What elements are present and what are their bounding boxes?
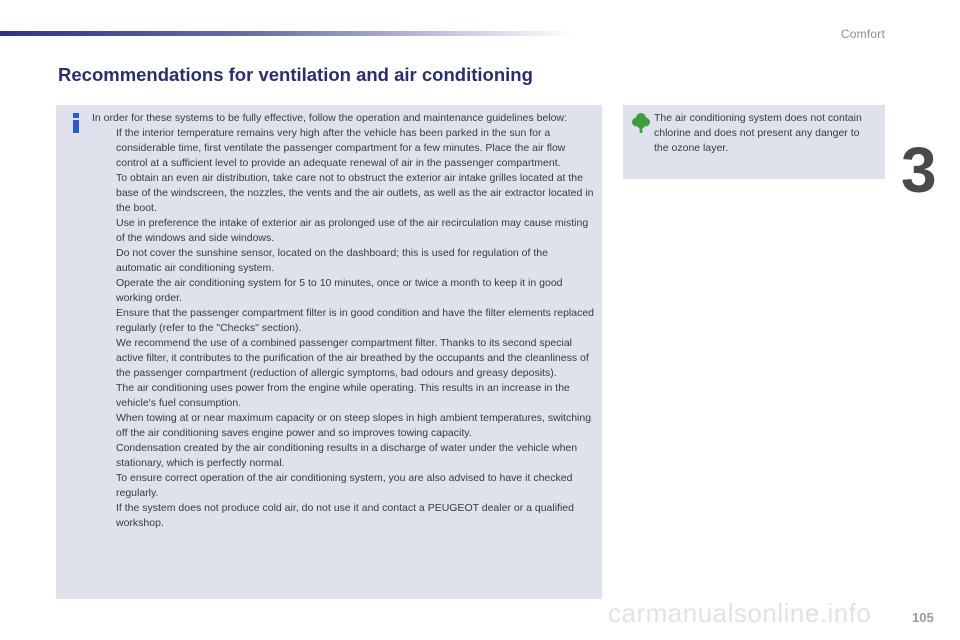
guidelines-list bbox=[92, 126, 596, 531]
list-item-note: We recommend the use of a combined passenger compartment filter. Thanks to its second special active filter, it contributes to the purification of the air breathed by the occupants and the cleanliness of the passenger compartment (reduction of allergic symptoms, bad odours and greasy deposits). bbox=[116, 337, 589, 379]
watermark: carmanualsonline.info bbox=[608, 598, 872, 628]
list-item-note: Condensation created by the air conditioning results in a discharge of water under the vehicle when stationary, which is perfectly normal. bbox=[116, 442, 578, 469]
list-item-text: Operate the air conditioning system for 5 to 10 minutes, once or twice a month to keep it in good working order. bbox=[116, 277, 563, 304]
page-number: 105 bbox=[912, 610, 934, 625]
list-item-text: To ensure correct operation of the air conditioning system, you are also advised to have it checked regularly. bbox=[116, 472, 573, 499]
chapter-number: 3 bbox=[901, 134, 937, 206]
section-label: Comfort bbox=[840, 27, 885, 41]
eco-note-text: The air conditioning system does not contain chlorine and does not present any danger to the ozone layer. bbox=[654, 112, 862, 154]
list-item-text: The air conditioning uses power from the engine while operating. This results in an increase in the vehicle's fuel consumption. bbox=[116, 382, 570, 409]
list-item bbox=[92, 171, 596, 216]
header-gradient-bar bbox=[0, 31, 575, 36]
list-item bbox=[92, 246, 596, 276]
list-item-note: When towing at or near maximum capacity or on steep slopes in high ambient temperatures, switching off the air conditioning saves engine power and so improves towing capacity. bbox=[116, 412, 592, 439]
list-item bbox=[92, 276, 596, 306]
list-item-text: To obtain an even air distribution, take care not to obstruct the exterior air intake grilles located at the base of the windscreen, the nozzles, the vents and the air outlets, as well as the air extractor located in the boot. bbox=[116, 172, 594, 214]
info-box bbox=[56, 105, 602, 599]
list-item bbox=[92, 501, 596, 531]
list-item bbox=[92, 126, 596, 171]
list-item-text: Ensure that the passenger compartment filter is in good condition and have the filter elements replaced regularly (refer to the "Checks" section). bbox=[116, 307, 595, 334]
eco-note-box bbox=[623, 105, 885, 179]
list-item bbox=[92, 306, 596, 381]
list-item bbox=[92, 381, 596, 471]
list-item-text: If the system does not produce cold air, do not use it and contact a PEUGEOT dealer or a qualified workshop. bbox=[116, 502, 574, 529]
intro-text: In order for these systems to be fully effective, follow the operation and maintenance guidelines below: bbox=[92, 112, 567, 124]
list-item bbox=[92, 216, 596, 246]
tree-icon bbox=[631, 112, 651, 134]
list-item-text: If the interior temperature remains very high after the vehicle has been parked in the sun for a considerable time, first ventilate the passenger compartment for a few minutes. Place the air flow control at a sufficient level to provide an adequate renewal of air in the passenger compartment. bbox=[116, 127, 566, 169]
page-title: Recommendations for ventilation and air conditioning bbox=[58, 64, 533, 85]
list-item-text: Use in preference the intake of exterior air as prolonged use of the air recirculation may cause misting of the windows and side windows. bbox=[116, 217, 589, 244]
list-item-text: Do not cover the sunshine sensor, located on the dashboard; this is used for regulation of the automatic air conditioning system. bbox=[116, 247, 548, 274]
info-icon bbox=[65, 112, 87, 134]
list-item bbox=[92, 471, 596, 501]
